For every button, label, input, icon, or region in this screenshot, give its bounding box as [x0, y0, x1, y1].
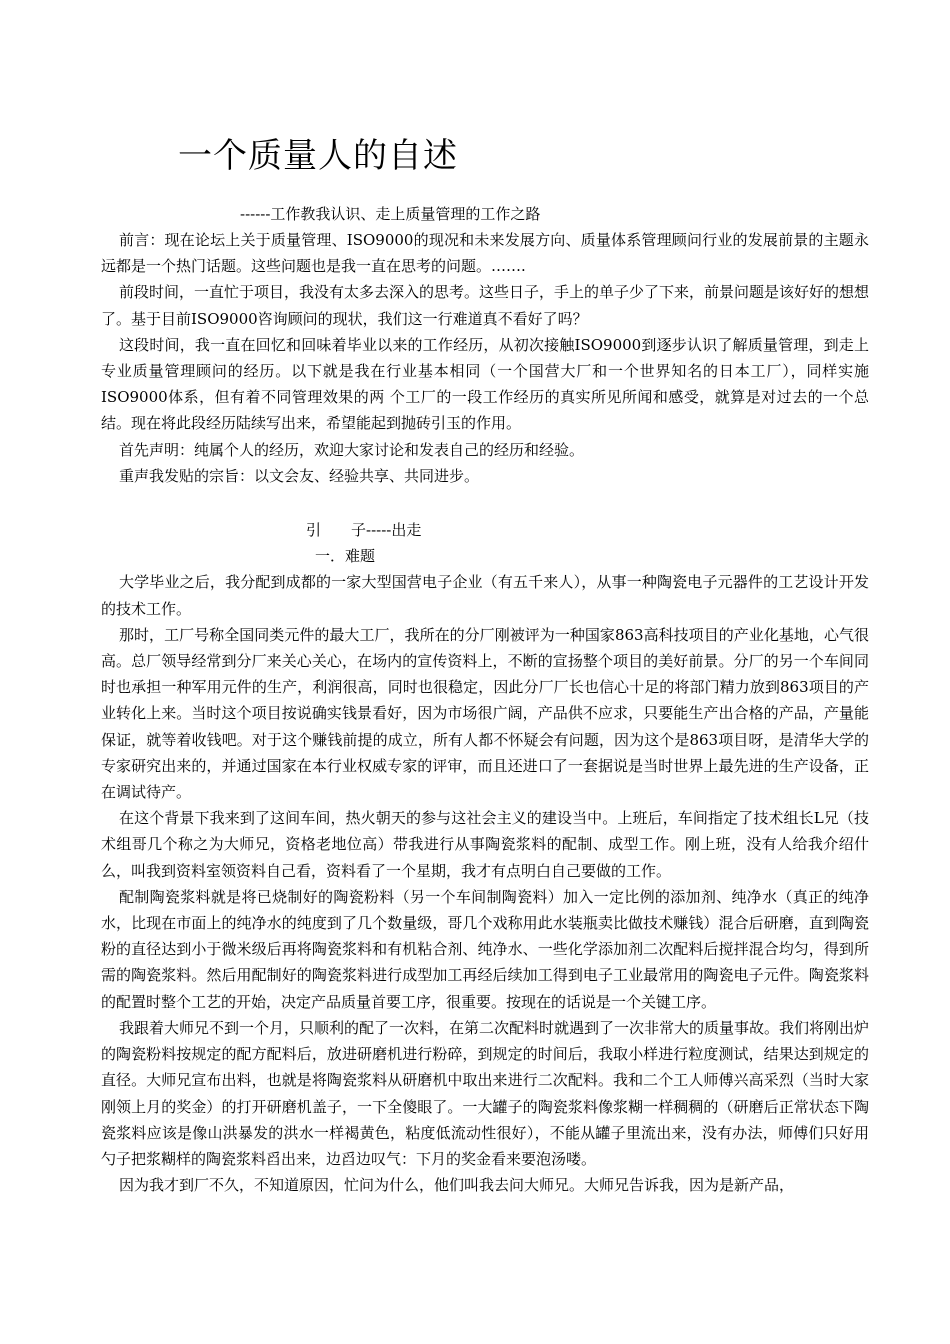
paragraph: 重声我发贴的宗旨：以文会友、经验共享、共同进步。: [119, 466, 480, 485]
sub-heading: 一．难题: [315, 547, 376, 566]
paragraph: 大学毕业之后，我分配到成都的一家大型国营电子企业（有五千来人），从事一种陶瓷电子元器件的工艺设计开发的技术工作。: [101, 573, 869, 618]
document-subtitle: ------工作教我认识、走上质量管理的工作之路: [240, 205, 541, 223]
paragraph: 首先声明：纯属个人的经历，欢迎大家讨论和发表自己的经历和经验。: [119, 440, 585, 459]
paragraph: 前言：现在论坛上关于质量管理、ISO9000的现况和未来发展方向、质量体系管理顾问行业的发展前景的主题永远都是一个热门话题。这些问题也是我一直在思考的问题。…….: [101, 231, 869, 276]
paragraph: 在这个背景下我来到了这间车间，热火朝天的参与这社会主义的建设当中。上班后，车间指定了技术组长L兄（技术组哥几个称之为大师兄，资格老地位高）带我进行从事陶瓷浆料的配制、成型工作。刚上班，没有人给我介绍什么，叫我到资料室领资料自己看，资料看了一个星期，我才有点明白自己要做的工作。: [101, 809, 869, 880]
document-body: [101, 227, 869, 1198]
section-heading: 引 子-----出走: [306, 521, 422, 540]
paragraph: 配制陶瓷浆料就是将已烧制好的陶瓷粉料（另一个车间制陶瓷料）加入一定比例的添加剂、纯净水（真正的纯净水，比现在市面上的纯净水的纯度到了几个数量级，哥几个戏称用此水装瓶卖比做技术赚钱）混合后研磨，直到陶瓷粉的直径达到小于微米级后再将陶瓷浆料和有机粘合剂、纯净水、一些化学添加剂二次配料后搅拌混合均匀，得到所需的陶瓷浆料。然后用配制好的陶瓷浆料进行成型加工再经后续加工得到电子工业最常用的陶瓷电子元件。陶瓷浆料的配置时整个工艺的开始，决定产品质量首要工序，很重要。按现在的话说是一个关键工序。: [101, 887, 869, 1011]
spacer: [101, 489, 869, 517]
document-title: 一个质量人的自述: [178, 136, 458, 176]
paragraph: 前段时间，一直忙于项目，我没有太多去深入的思考。这些日子，手上的单子少了下来，前景问题是该好好的想想了。基于目前ISO9000咨询顾问的现状，我们这一行难道真不看好了吗？: [101, 283, 870, 328]
paragraph: 因为我才到厂不久，不知道原因，忙问为什么，他们叫我去问大师兄。大师兄告诉我，因为是新产品，: [119, 1176, 795, 1195]
paragraph: 那时，工厂号称全国同类元件的最大工厂，我所在的分厂刚被评为一种国家863高科技项目的产业化基地，心气很高。总厂领导经常到分厂来关心关心，在场内的宣传资料上，不断的宣扬整个项目的美好前景。分厂的另一个车间同时也承担一种军用元件的生产，利润很高，同时也很稳定，因此分厂厂长也信心十足的将部门精力放到863项目的产业转化上来。当时这个项目按说确实钱景看好，因为市场很广阔，产品供不应求，只要能生产出合格的产品，产量能保证，就等着收钱吧。对于这个赚钱前提的成立，所有人都不怀疑会有问题，因为这个是863项目呀，是清华大学的专家研究出来的，并通过国家在本行业权威专家的评审，而且还进口了一套据说是当时世界上最先进的生产设备，正在调试待产。: [101, 625, 869, 802]
paragraph: 我跟着大师兄不到一个月，只顺利的配了一次料，在第二次配料时就遇到了一次非常大的质量事故。我们将刚出炉的陶瓷粉料按规定的配方配料后，放进研磨机进行粉碎，到规定的时间后，我取小样进行粒度测试，结果达到规定的直径。大师兄宣布出料，也就是将陶瓷浆料从研磨机中取出来进行二次配料。我和二个工人师傅兴高采烈（当时大家刚领上月的奖金）的打开研磨机盖子，一下全傻眼了。一大罐子的陶瓷浆料像浆糊一样稠稠的（研磨后正常状态下陶瓷浆料应该是像山洪暴发的洪水一样褐黄色，粘度低流动性很好），不能从罐子里流出来，没有办法，师傅们只好用勺子把浆糊样的陶瓷浆料舀出来，边舀边叹气：下月的奖金看来要泡汤喽。: [101, 1018, 870, 1168]
paragraph: 这段时间，我一直在回忆和回味着毕业以来的工作经历，从初次接触ISO9000到逐步认识了解质量管理，到走上专业质量管理顾问的经历。以下就是我在行业基本相同（一个国营大厂和一个世界知名的日本工厂），同样实施ISO9000体系，但有着不同管理效果的两 个工厂的一段工作经历的真实所见所闻和感受，就算是对过去的一个总结。现在将此段经历陆续写出来，希望能起到抛砖引玉的作用。: [101, 335, 869, 433]
